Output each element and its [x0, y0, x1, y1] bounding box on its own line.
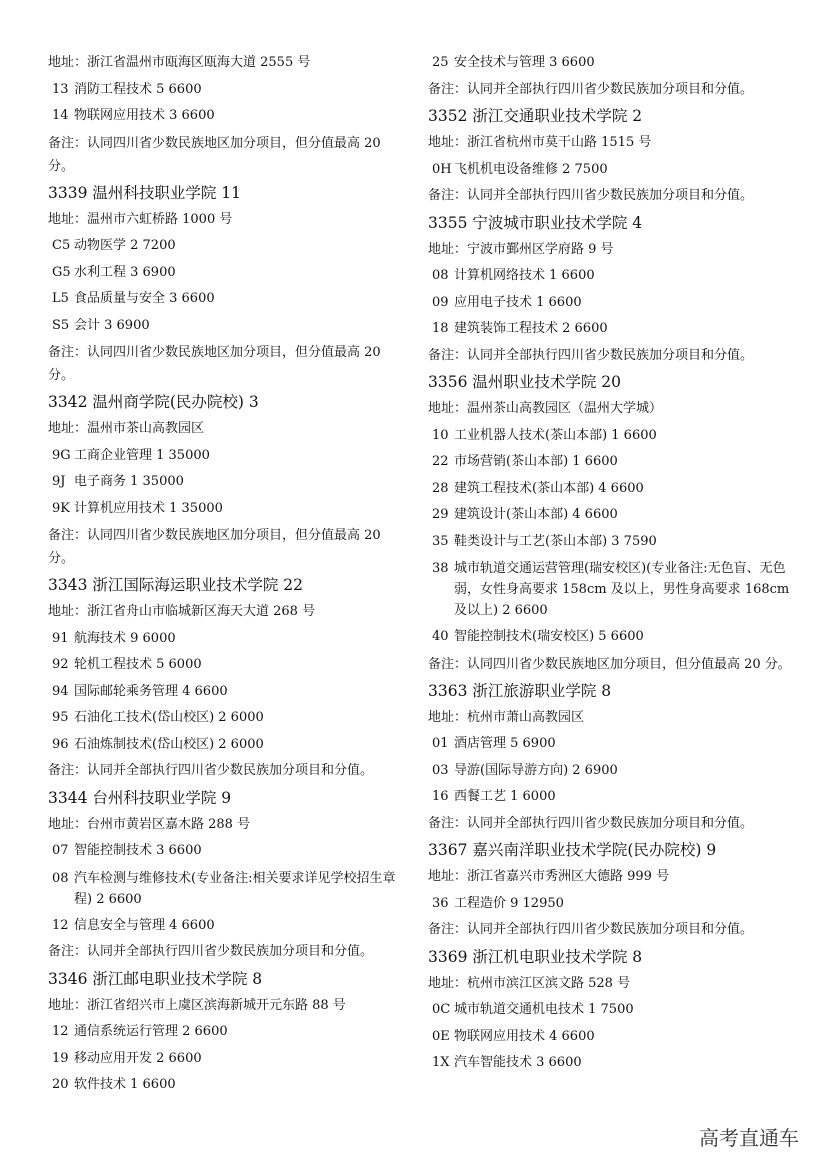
address-line: 地址：温州市六虹桥路 1000 号 — [48, 211, 233, 227]
major-code: 01 — [432, 736, 449, 751]
major-text: 消防工程技术 5 6600 — [74, 81, 202, 97]
major-text: 会计 3 6900 — [74, 317, 150, 333]
major-code: 10 — [432, 427, 449, 443]
major-entry — [48, 496, 408, 523]
major-entry — [428, 50, 798, 77]
major-text: 信息安全与管理 4 6600 — [74, 917, 215, 933]
school-heading: 3363 浙江旅游职业学院 8 — [428, 681, 612, 700]
major-code: 12 — [52, 917, 69, 933]
school-heading: 3342 温州商学院(民办院校) 3 — [48, 393, 259, 411]
major-code: 1X — [432, 1055, 450, 1070]
major-entry — [428, 290, 798, 317]
major-code: S5 — [52, 317, 70, 333]
major-code: 22 — [432, 454, 449, 469]
major-entry — [48, 260, 408, 287]
school-heading: 3343 浙江国际海运职业技术学院 22 — [48, 576, 304, 594]
remark-line: 备注：认同并全部执行四川省少数民族加分项目和分值。 — [428, 922, 754, 937]
address-line: 地址：浙江省绍兴市上虞区滨海新城开元东路 88 号 — [48, 997, 346, 1013]
major-code: 9K — [52, 500, 70, 516]
major-code: 40 — [432, 629, 449, 644]
watermark-text: 高考直通车 — [699, 1126, 799, 1150]
major-code: 35 — [432, 533, 449, 549]
major-entry — [48, 469, 408, 496]
school-heading: 3367 嘉兴南洋职业技术学院(民办院校) 9 — [428, 841, 717, 859]
major-code: 18 — [432, 321, 449, 336]
major-entry — [428, 891, 798, 918]
major-entry — [48, 652, 408, 679]
major-text: 建筑工程技术(茶山本部) 4 6600 — [454, 480, 644, 496]
major-entry — [48, 286, 408, 313]
major-text: 应用电子技术 1 6600 — [454, 294, 582, 310]
major-code: 95 — [52, 710, 69, 725]
remark-line: 备注：认同并全部执行四川省少数民族加分项目和分值。 — [48, 763, 374, 778]
major-code: 96 — [52, 736, 69, 752]
major-text: 建筑设计(茶山本部) 4 6600 — [454, 507, 618, 522]
major-text: 物联网应用技术 4 6600 — [454, 1028, 595, 1044]
address-line: 地址：浙江省嘉兴市秀洲区大德路 999 号 — [428, 869, 670, 884]
major-entry — [428, 263, 798, 290]
address-line: 地址：浙江省舟山市临城新区海天大道 268 号 — [48, 604, 316, 619]
major-code: 9G — [52, 447, 71, 463]
major-entry — [48, 443, 408, 470]
major-entry — [48, 913, 408, 940]
address-line: 地址：宁波市鄞州区学府路 9 号 — [428, 241, 614, 257]
major-entry — [428, 997, 798, 1024]
address-line: 地址：浙江省温州市瓯海区瓯海大道 2555 号 — [48, 55, 311, 70]
remark-line: 备注：认同并全部执行四川省少数民族加分项目和分值。 — [428, 81, 754, 97]
major-code: 0C — [432, 1002, 451, 1017]
major-code: 12 — [52, 1024, 69, 1039]
major-entry — [428, 784, 798, 811]
major-entry — [48, 732, 408, 759]
major-entry — [428, 555, 798, 624]
major-entry — [428, 758, 798, 785]
major-code: 91 — [52, 630, 69, 646]
major-text: 动物医学 2 7200 — [74, 238, 176, 253]
major-entry — [428, 529, 798, 556]
major-text: 建筑装饰工程技术 2 6600 — [454, 321, 608, 336]
major-entry — [48, 233, 408, 260]
major-text: 软件技术 1 6600 — [74, 1077, 176, 1092]
major-text: 计算机网络技术 1 6600 — [454, 268, 595, 283]
major-text: 石油化工技术(岱山校区) 2 6000 — [74, 710, 264, 725]
address-line: 地址：杭州市滨江区滨文路 528 号 — [428, 975, 631, 991]
major-text: 航海技术 9 6000 — [74, 630, 176, 646]
major-code: 07 — [52, 843, 69, 858]
major-entry — [428, 449, 798, 476]
major-text: 导游(国际导游方向) 2 6900 — [454, 762, 618, 778]
major-text: 城市轨道交通机电技术 1 7500 — [454, 1002, 634, 1017]
major-entry — [48, 313, 408, 340]
major-text: 国际邮轮乘务管理 4 6600 — [74, 683, 228, 699]
remark-line: 备注：认同并全部执行四川省少数民族加分项目和分值。 — [428, 188, 754, 203]
major-code: 29 — [432, 507, 449, 522]
right-column — [428, 50, 798, 1077]
major-text: 石油炼制技术(岱山校区) 2 6000 — [74, 736, 264, 752]
major-entry — [428, 157, 798, 184]
major-code: 09 — [432, 294, 449, 310]
major-code: L5 — [52, 291, 69, 306]
major-code: 25 — [432, 55, 449, 70]
major-text: 水利工程 3 6900 — [74, 264, 176, 280]
major-entry — [48, 1019, 408, 1046]
major-text: 智能控制技术 3 6600 — [74, 843, 202, 858]
address-line: 地址：温州茶山高教园区（温州大学城） — [428, 401, 663, 416]
major-code: 08 — [52, 870, 69, 886]
major-entry — [48, 626, 408, 653]
major-text: 电子商务 1 35000 — [74, 474, 184, 489]
major-code: 16 — [432, 789, 449, 804]
major-entry — [428, 624, 798, 651]
major-text: 智能控制技术(瑞安校区) 5 6600 — [454, 629, 644, 644]
major-code: G5 — [52, 264, 71, 280]
major-code: 08 — [432, 268, 449, 283]
major-text: 西餐工艺 1 6000 — [454, 789, 556, 804]
major-entry — [428, 476, 798, 503]
major-code: 94 — [52, 683, 69, 699]
remark-note: 备注：认同四川省少数民族地区加分项目，但分值最高 20 分。 — [48, 528, 381, 566]
major-code: 03 — [432, 762, 449, 778]
major-text: 鞋类设计与工艺(茶山本部) 3 7590 — [454, 533, 657, 549]
major-code: 13 — [52, 81, 69, 97]
major-code: 0H — [432, 161, 452, 177]
remark-line: 备注：认同并全部执行四川省少数民族加分项目和分值。 — [428, 347, 754, 363]
school-heading: 3355 宁波城市职业技术学院 4 — [428, 213, 643, 232]
major-entry — [428, 316, 798, 343]
school-heading: 3356 温州职业技术学院 20 — [428, 373, 622, 391]
major-entry — [48, 1046, 408, 1073]
major-text: 移动应用开发 2 6600 — [74, 1050, 202, 1066]
remark-note: 备注：认同四川省少数民族地区加分项目，但分值最高 20 分。 — [48, 345, 381, 383]
major-code: 9J — [52, 474, 66, 489]
left-column — [48, 50, 408, 1099]
school-heading: 3339 温州科技职业学院 11 — [48, 183, 242, 202]
school-heading: 3369 浙江机电职业技术学院 8 — [428, 947, 643, 966]
address-line: 地址：浙江省杭州市莫干山路 1515 号 — [428, 135, 652, 150]
major-text: 酒店管理 5 6900 — [454, 736, 556, 751]
address-line: 地址：温州市茶山高教园区 — [48, 421, 205, 436]
major-entry — [48, 77, 408, 104]
major-code: 20 — [52, 1077, 69, 1092]
major-code: 92 — [52, 657, 69, 672]
major-text: 工程造价 9 12950 — [454, 895, 564, 911]
major-text: 市场营销(茶山本部) 1 6600 — [454, 454, 618, 469]
major-code: 14 — [52, 108, 69, 123]
major-code: 0E — [432, 1028, 450, 1044]
major-entry — [48, 705, 408, 732]
school-heading: 3344 台州科技职业学院 9 — [48, 788, 232, 807]
major-entry — [48, 865, 408, 913]
major-code: C5 — [52, 238, 71, 253]
school-heading: 3346 浙江邮电职业技术学院 8 — [48, 969, 263, 988]
major-text: 通信系统运行管理 2 6600 — [74, 1024, 228, 1039]
major-text: 食品质量与安全 3 6600 — [74, 291, 215, 306]
major-text: 汽车智能技术 3 6600 — [454, 1055, 582, 1070]
address-line: 地址：杭州市萧山高教园区 — [428, 709, 585, 725]
major-text: 安全技术与管理 3 6600 — [454, 55, 595, 70]
address-line: 地址：台州市黄岩区嘉木路 288 号 — [48, 816, 251, 832]
major-entry — [428, 502, 798, 529]
major-text: 工商企业管理 1 35000 — [74, 447, 210, 463]
remark-note: 备注：认同四川省少数民族地区加分项目，但分值最高 20 分。 — [428, 656, 791, 672]
remark-line: 备注：认同并全部执行四川省少数民族加分项目和分值。 — [428, 815, 754, 831]
major-entry — [428, 1024, 798, 1051]
major-text: 城市轨道交通运营管理(瑞安校区)(专业备注:无色盲、无色弱，女性身高要求 158cm 及以上，男性身高要求 168cm 及以上) 2 6600 — [454, 561, 790, 618]
major-code: 38 — [432, 561, 449, 576]
remark-line: 备注：认同并全部执行四川省少数民族加分项目和分值。 — [48, 944, 374, 959]
major-code: 19 — [52, 1050, 69, 1066]
major-text: 飞机机电设备维修 2 7500 — [454, 161, 608, 177]
remark-note: 备注：认同四川省少数民族地区加分项目，但分值最高 20 分。 — [48, 135, 381, 174]
major-text: 计算机应用技术 1 35000 — [74, 500, 223, 516]
major-entry — [428, 1050, 798, 1077]
major-text: 轮机工程技术 5 6000 — [74, 657, 202, 672]
major-entry — [428, 731, 798, 758]
major-entry — [428, 423, 798, 450]
major-text: 物联网应用技术 3 6600 — [74, 108, 215, 123]
school-heading: 3352 浙江交通职业技术学院 2 — [428, 107, 643, 125]
major-entry — [48, 838, 408, 865]
major-entry — [48, 679, 408, 706]
major-text: 工业机器人技术(茶山本部) 1 6600 — [454, 427, 657, 443]
major-entry — [48, 103, 408, 130]
major-code: 36 — [432, 895, 449, 911]
major-text: 汽车检测与维修技术(专业备注:相关要求详见学校招生章程) 2 6600 — [74, 870, 396, 907]
major-code: 28 — [432, 480, 449, 496]
major-entry — [48, 1072, 408, 1099]
